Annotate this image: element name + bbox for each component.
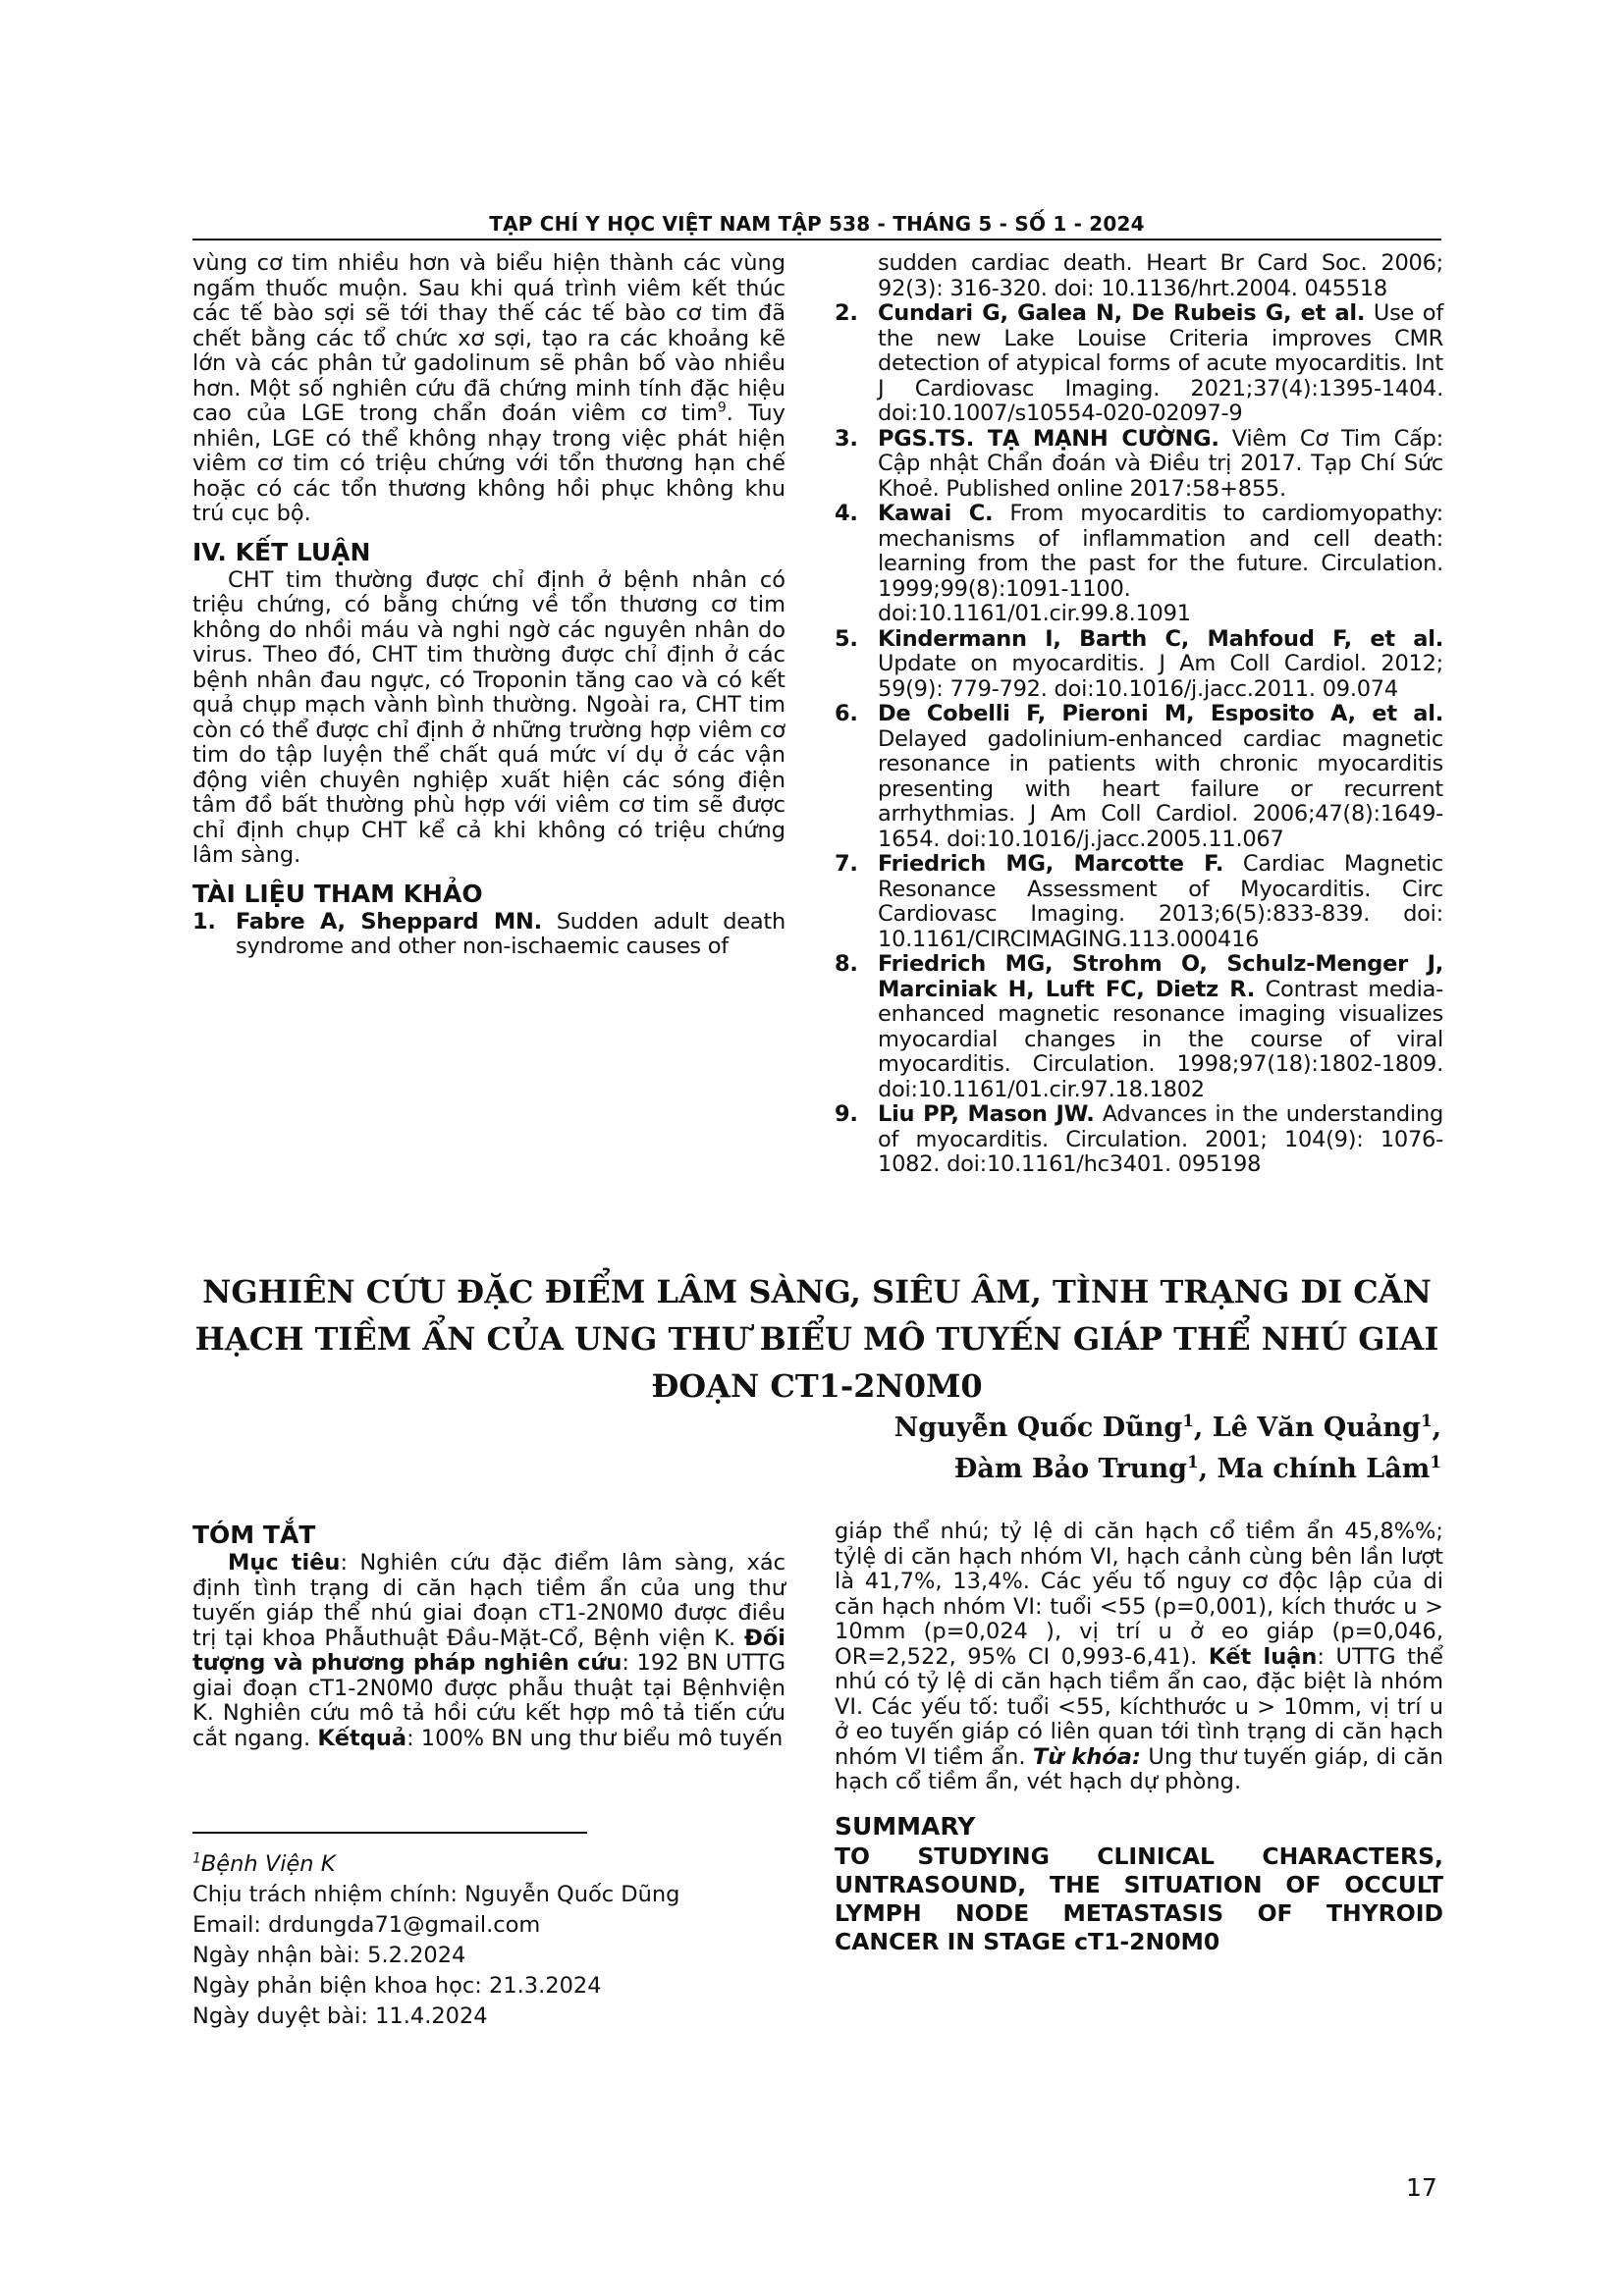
reference-text: Sudden adult death syndrome and other non-ischaemic causes of: [236, 908, 785, 959]
abstract-paragraph: Mục tiêu: Nghiên cứu đặc điểm lâm sàng, xác định tình trạng di căn hạch tiềm ẩn của ung thư tuyến giáp thể nhú giai đoạn cT1-2N0M0 được điều trị tại khoa Phẫuthuật Đầu-Mặt-Cổ, Bệnh viện K. Đối tượng và phương pháp nghiên cứu: 192 BN UTTG giai đoạn cT1-2N0M0 được phẫu thuật tại Bệnhviện K. Nghiên cứu mô tả hồi cứu kết hợp mô tả tiến cứu cắt ngang. Kếtquả: 100% BN ung thư biểu mô tuyến: [192, 1550, 786, 1751]
running-header: TẠP CHÍ Y HỌC VIỆT NAM TẬP 538 - THÁNG 5 - SỐ 1 - 2024: [489, 212, 1145, 236]
reference-number: 8.: [835, 951, 858, 977]
author-name: Lê Văn Quảng: [1212, 1413, 1421, 1443]
reference-authors: Kawai C.: [878, 501, 994, 526]
author-name: Ma chính Lâm: [1217, 1454, 1431, 1484]
reference-authors: PGS.TS. TẠ MẠNH CƯỜNG.: [878, 425, 1219, 452]
reference-text: Cardiac Magnetic Resonance Assessment of Myocarditis. Circ Cardiovasc Imaging. 2013;6(5):833-839. doi: 10.1161/CIRCIMAGING.113.000416: [878, 851, 1443, 952]
reference-authors: Liu PP, Mason JW.: [878, 1101, 1095, 1127]
author-line: Nguyễn Quốc Dũng$^1$, Lê Văn Quảng$^1$,: [893, 1411, 1441, 1443]
abstract-heading: TÓM TẮT: [192, 1521, 316, 1549]
reference-text: Delayed gadolinium-enhanced cardiac magnetic resonance in patients with chronic myocarditis presenting with heart failure or recurrent arrhythmias. J Am Coll Cardiol. 2006;47(8):1649-1654. doi:10.1016/j.jacc.2005.11.067: [878, 725, 1443, 852]
reference-number: 7.: [835, 851, 858, 877]
reference-authors: Fabre A, Sheppard MN.: [236, 908, 542, 934]
reference-text: Viêm Cơ Tim Cấp: Cập nhật Chẩn đoán và Điều trị 2017. Tạp Chí Sức Khoẻ. Published online 2017:58+855.: [878, 425, 1443, 502]
corresponding-author: Chịu trách nhiệm chính: Nguyễn Quốc Dũng: [192, 1882, 680, 1907]
reference-item: [835, 702, 1443, 852]
abstract-label: Kếtquả: [317, 1725, 407, 1751]
left-column-top: [192, 251, 785, 960]
review-date: Ngày phản biện khoa học: 21.3.2024: [192, 1973, 602, 1999]
reference-number: 2.: [835, 300, 858, 326]
author-affiliation-mark: 1: [1420, 1411, 1433, 1430]
reference-item: [835, 952, 1443, 1102]
conclusion-paragraph: CHT tim thường được chỉ định ở bệnh nhân có triệu chứng, có bằng chứng về tổn thương cơ tim không do nhồi máu và nghi ngờ các nguyên nhân do virus. Theo đó, CHT tim thường được chỉ định ở các bệnh nhân đau ngực, có Troponin tăng cao và có kết quả chụp mạch vành bình thường. Ngoài ra, CHT tim còn có thể được chỉ định ở những trường hợp viêm cơ tim do tập luyện thể chất quá mức ví dụ ở các vận động viên chuyên nghiệp xuất hiện các sóng điện tâm đồ bất thường phù hợp với viêm cơ tim sẽ được chỉ định chụp CHT kể cả khi không có triệu chứng lâm sàng.: [192, 566, 785, 868]
abstract-label: Mục tiêu: [228, 1550, 341, 1575]
reference-item: [835, 427, 1443, 503]
reference-number: 9.: [835, 1101, 858, 1127]
reference-item: [835, 502, 1443, 627]
footnote-rule: [192, 1832, 587, 1834]
abstract-label: Kết luận: [1208, 1643, 1318, 1670]
reference-number: 3.: [835, 425, 858, 452]
reference-text: Contrast media-enhanced magnetic resonance imaging visualizes myocardial changes in the course of viral myocarditis. Circulation. 1998;97(18):1802-1809. doi:10.1161/01.cir.97.18.1802: [878, 976, 1443, 1102]
citation-superscript: 9: [717, 400, 727, 416]
page-number: 17: [1406, 2173, 1437, 2202]
reference-authors: Kindermann I, Barth C, Mahfoud F, et al.: [878, 625, 1443, 652]
abstract-paragraph-continued: giáp thể nhú; tỷ lệ di căn hạch cổ tiềm ẩn 45,8%%; tỷlệ di căn hạch nhóm VI, hạch cảnh cùng bên lần lượt là 41,7%, 13,4%. Các yếu tố nguy cơ độc lập của di căn hạch nhóm VI: tuổi <55 (p=0,001), kích thước u > 10mm (p=0,024 ), vị trí u ở eo giáp (p=0,046, OR=2,522, 95% CI 0,993-6,41). Kết luận: UTTG thể nhú có tỷ lệ di căn hạch tiềm ẩn cao, đặc biệt là nhóm VI. Các yếu tố: tuổi <55, kíchthước u > 10mm, vị trí u ở eo tuyến giáp có liên quan tới tình trạng di căn hạch nhóm VI tiềm ẩn. Từ khóa: Ung thư tuyến giáp, di căn hạch cổ tiềm ẩn, vét hạch dự phòng.: [835, 1519, 1443, 1794]
reference-authors: De Cobelli F, Pieroni M, Esposito A, et al.: [878, 701, 1443, 726]
author-affiliation-mark: 1: [1430, 1452, 1441, 1471]
reference-item: [835, 301, 1443, 427]
author-name: Nguyễn Quốc Dũng: [893, 1413, 1183, 1443]
reference-number: 6.: [835, 701, 858, 726]
reference-text: Advances in the understanding of myocarditis. Circulation. 2001; 104(9): 1076-1082. doi:10.1161/hc3401. 095198: [878, 1101, 1444, 1177]
abstract-label: Đối tượng và phương pháp nghiên cứu: [192, 1625, 785, 1676]
reference-continuation: sudden cardiac death. Heart Br Card Soc. 2006; 92(3): 316-320. doi: 10.1136/hrt.2004. 045518: [878, 250, 1443, 301]
reference-text: Use of the new Lake Louise Criteria improves CMR detection of atypical forms of acute myocarditis. Int J Cardiovasc Imaging. 2021;37(4):1395-1404. doi:10.1007/s10554-020-02097-9: [878, 300, 1443, 426]
reference-number: 5.: [835, 625, 858, 652]
abstract-right-column: [835, 1520, 1443, 1956]
summary-title: TO STUDYING CLINICAL CHARACTERS, UNTRASOUND, THE SITUATION OF OCCULT LYMPH NODE METASTASIS OF THYROID CANCER IN STAGE cT1-2N0M0: [835, 1842, 1443, 1955]
reference-number: 1.: [192, 908, 216, 934]
reference-number: 4.: [835, 501, 858, 526]
author-affiliation-mark: 1: [1187, 1452, 1199, 1471]
footnotes: [192, 1849, 782, 2032]
reference-authors: Friedrich MG, Marcotte F.: [878, 851, 1224, 877]
article-title: NGHIÊN CỨU ĐẶC ĐIỂM LÂM SÀNG, SIÊU ÂM, TÌNH TRẠNG DI CĂN HẠCH TIỀM ẨN CỦA UNG THƯ BIỂU MÔ TUYẾN GIÁP THỂ NHÚ GIAI ĐOẠN CT1-2N0M0: [194, 1273, 1439, 1405]
reference-authors: Friedrich MG, Strohm O, Schulz-Menger J, Marciniak H, Luft FC, Dietz R.: [878, 951, 1443, 1002]
reference-item: [835, 1102, 1443, 1178]
reference-item: [835, 852, 1443, 952]
reference-item: [835, 627, 1443, 703]
keywords-label: Từ khóa:: [1032, 1743, 1141, 1770]
reference-text: Update on myocarditis. J Am Coll Cardiol. 2012; 59(9): 779-792. doi:10.1016/j.jacc.2011. 09.074: [878, 651, 1443, 702]
received-date: Ngày nhận bài: 5.2.2024: [192, 1943, 466, 1968]
conclusion-heading: IV. KẾT LUẬN: [192, 537, 371, 566]
author-affiliation-mark: 1: [1182, 1411, 1194, 1430]
summary-heading: SUMMARY: [835, 1811, 976, 1841]
reference-list: [835, 301, 1443, 1178]
author-name: Đàm Bảo Trung: [953, 1454, 1188, 1484]
abstract-left-column: [192, 1520, 785, 1751]
discussion-paragraph: vùng cơ tim nhiều hơn và biểu hiện thành các vùng ngấm thuốc muộn. Sau khi quá trình viêm kết thúc các tế bào sợi sẽ tới thay thế các tế bào cơ tim đã chết bằng các tổ chức xơ sợi, tạo ra các khoảng kẽ lớn và các phân tử gadolinum sẽ phân bố vào nhiều hơn. Một số nghiên cứu đã chứng minh tính đặc hiệu cao của LGE trong chẩn đoán viêm cơ tim$^9$. Tuy nhiên, LGE có thể không nhạy trong việc phát hiện viêm cơ tim có triệu chứng với tổn thương hạn chế hoặc có các tổn thương không hồi phục không khu trú cục bộ.: [192, 250, 785, 526]
affiliation-footnote: $^1$Bệnh Viện K: [192, 1850, 336, 1877]
accepted-date: Ngày duyệt bài: 11.4.2024: [192, 2003, 488, 2029]
author-line: Đàm Bảo Trung$^1$, Ma chính Lâm$^1$: [953, 1452, 1441, 1484]
reference-item: [192, 910, 785, 960]
header-rule: [192, 239, 1441, 240]
reference-text: From myocarditis to cardiomyopathy: mechanisms of inflammation and cell death: learning from the past for the future. Circulation. 1999;99(8):1091-1100. doi:10.1161/01.cir.99.8.1091: [878, 501, 1443, 626]
right-column-top: [835, 251, 1443, 1178]
email-line: Email: drdungda71@gmail.com: [192, 1912, 541, 1938]
reference-authors: Cundari G, Galea N, De Rubeis G, et al.: [878, 300, 1366, 326]
references-heading: TÀI LIỆU THAM KHẢO: [192, 879, 483, 908]
author-list: [894, 1408, 1441, 1490]
